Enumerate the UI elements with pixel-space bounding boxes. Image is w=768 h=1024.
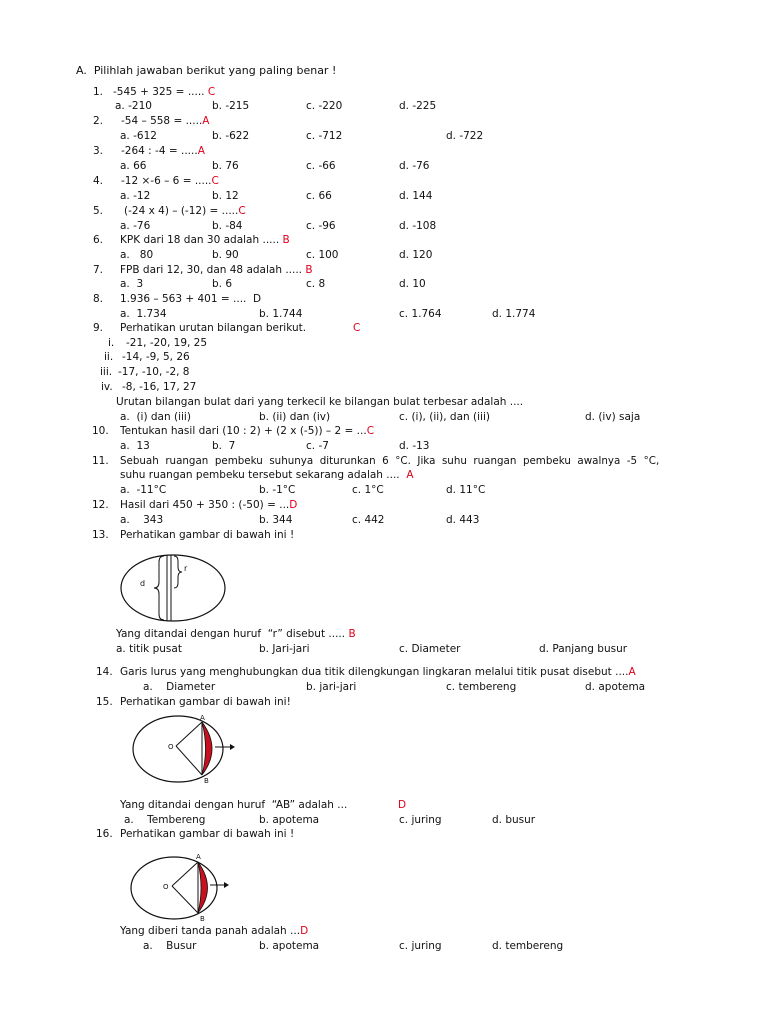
option: c. 1.764 bbox=[399, 308, 442, 320]
option: c. -66 bbox=[306, 160, 336, 172]
radius-brace bbox=[174, 556, 182, 588]
option: c. Diameter bbox=[399, 643, 461, 655]
option: a. -11°C bbox=[120, 484, 167, 496]
question-prompt: Yang diberi tanda panah adalah ...D bbox=[120, 925, 309, 937]
option: b. apotema bbox=[259, 814, 320, 826]
list-marker: iv. bbox=[101, 381, 113, 393]
option: c. 1°C bbox=[352, 484, 384, 496]
question-number: 13. bbox=[92, 529, 109, 541]
list-marker: i. bbox=[108, 337, 115, 349]
answer-key: C bbox=[211, 175, 219, 187]
option: a. Diameter bbox=[143, 681, 216, 693]
option: d. tembereng bbox=[492, 940, 564, 952]
question-prompt: Yang ditandai dengan huruf “r” disebut ..... B bbox=[116, 628, 356, 640]
arrow-head bbox=[224, 882, 229, 888]
option: b. 344 bbox=[259, 514, 293, 526]
question-number: 10. bbox=[92, 425, 109, 437]
option: d. -225 bbox=[399, 100, 437, 112]
option: c. 8 bbox=[306, 278, 326, 290]
question-text: Perhatikan gambar di bawah ini ! bbox=[120, 529, 295, 541]
list-marker: iii. bbox=[100, 366, 113, 378]
question-number: 4. bbox=[93, 175, 104, 187]
option: d. Panjang busur bbox=[539, 643, 628, 655]
label-r: r bbox=[184, 564, 188, 573]
option: c. juring bbox=[399, 940, 442, 952]
label-o: O bbox=[163, 883, 169, 891]
question-number: 1. bbox=[93, 86, 104, 98]
option: b. 12 bbox=[212, 190, 239, 202]
option: d. 1.774 bbox=[492, 308, 536, 320]
option: a. 80 bbox=[120, 249, 154, 261]
question-text: FPB dari 12, 30, dan 48 adalah ..... B bbox=[120, 264, 313, 276]
question-number: 16. bbox=[96, 828, 113, 840]
answer-key: B bbox=[305, 264, 313, 276]
option: a. Busur bbox=[143, 940, 197, 952]
answer-key: B bbox=[348, 628, 356, 640]
option: a. -210 bbox=[115, 100, 152, 112]
answer-key: C bbox=[207, 86, 216, 98]
option: d. 443 bbox=[446, 514, 480, 526]
question-number: 9. bbox=[93, 322, 104, 334]
option: b. -215 bbox=[212, 100, 250, 112]
option: b. -1°C bbox=[259, 484, 296, 496]
option: d. -13 bbox=[399, 440, 430, 452]
option: b. (ii) dan (iv) bbox=[259, 411, 331, 423]
option: a. 343 bbox=[120, 514, 164, 526]
option: a. -612 bbox=[120, 130, 157, 142]
option: b. Jari-jari bbox=[259, 643, 310, 655]
list-item: -17, -10, -2, 8 bbox=[118, 366, 190, 378]
question-number: 5. bbox=[93, 205, 104, 217]
question-text: Hasil dari 450 + 350 : (-50) = ...D bbox=[120, 499, 298, 511]
question-text: Perhatikan gambar di bawah ini ! bbox=[120, 828, 295, 840]
question-number: 7. bbox=[93, 264, 104, 276]
question-number: 14. bbox=[96, 666, 113, 678]
option: d. 120 bbox=[399, 249, 433, 261]
answer-key: A bbox=[406, 469, 414, 481]
option: c. -96 bbox=[306, 220, 336, 232]
list-item: -21, -20, 19, 25 bbox=[126, 337, 208, 349]
label-b: B bbox=[204, 777, 209, 785]
option: d. apotema bbox=[585, 681, 646, 693]
circle-radius-figure bbox=[118, 552, 228, 624]
option: d. 10 bbox=[399, 278, 426, 290]
question-number: 8. bbox=[93, 293, 104, 305]
question-text: Garis lurus yang menghubungkan dua titik dilengkungan lingkaran melalui titik pusat disebut ....A bbox=[120, 666, 636, 678]
question-text: Tentukan hasil dari (10 : 2) + (2 x (-5)) – 2 = ...C bbox=[120, 425, 375, 437]
question-prompt: Yang ditandai dengan huruf “AB” adalah ... bbox=[120, 799, 348, 811]
option: d. busur bbox=[492, 814, 536, 826]
question-text: -264 : -4 = .....A bbox=[121, 145, 205, 157]
option: a. (i) dan (iii) bbox=[120, 411, 191, 423]
radius-oa bbox=[172, 862, 198, 886]
answer-key: C bbox=[353, 322, 361, 334]
question-number: 2. bbox=[93, 115, 104, 127]
question-text: -12 ×-6 – 6 = .....C bbox=[121, 175, 219, 187]
option: d. (iv) saja bbox=[585, 411, 641, 423]
option: a. 1.734 bbox=[120, 308, 167, 320]
option: d. -108 bbox=[399, 220, 437, 232]
option: c. 442 bbox=[352, 514, 385, 526]
option: a. titik pusat bbox=[116, 643, 182, 655]
question-text: -545 + 325 = ..... C bbox=[113, 86, 216, 98]
circle-segment-figure bbox=[128, 852, 248, 924]
option: c. -220 bbox=[306, 100, 343, 112]
label-a: A bbox=[200, 714, 205, 722]
radius-ob bbox=[176, 746, 202, 775]
answer-key: C bbox=[366, 425, 375, 437]
option: a. 66 bbox=[120, 160, 147, 172]
question-text: Perhatikan gambar di bawah ini! bbox=[120, 696, 291, 708]
option: c. (i), (ii), dan (iii) bbox=[399, 411, 490, 423]
answer-key: D bbox=[253, 293, 262, 305]
answer-key: C bbox=[238, 205, 246, 217]
option: a. 13 bbox=[120, 440, 150, 452]
question-prompt: Urutan bilangan bulat dari yang terkecil ke bilangan bulat terbesar adalah .... bbox=[116, 396, 524, 408]
option: c. -7 bbox=[306, 440, 329, 452]
section-heading: A. Pilihlah jawaban berikut yang paling benar ! bbox=[76, 64, 337, 77]
answer-key: A bbox=[202, 115, 210, 127]
option: b. 90 bbox=[212, 249, 239, 261]
option: a. Tembereng bbox=[124, 814, 206, 826]
option: b. 76 bbox=[212, 160, 239, 172]
radius-ob bbox=[172, 886, 198, 913]
list-item: -14, -9, 5, 26 bbox=[122, 351, 190, 363]
option: d. -76 bbox=[399, 160, 430, 172]
answer-key: A bbox=[197, 145, 205, 157]
label-d: d bbox=[140, 579, 146, 588]
label-a: A bbox=[196, 853, 201, 861]
option: b. -622 bbox=[212, 130, 250, 142]
option: b. apotema bbox=[259, 940, 320, 952]
answer-key: D bbox=[300, 925, 309, 937]
question-text: Sebuah ruangan pembeku suhunya diturunkan 6 °C. Jika suhu ruangan pembeku awalnya -5 °C, bbox=[120, 455, 660, 467]
option: c. juring bbox=[399, 814, 442, 826]
question-text: 1.936 – 563 + 401 = .... D bbox=[120, 293, 262, 305]
circle-segment-figure bbox=[130, 713, 250, 785]
question-text: KPK dari 18 dan 30 adalah ..... B bbox=[120, 234, 290, 246]
option: d. -722 bbox=[446, 130, 484, 142]
option: c. -712 bbox=[306, 130, 343, 142]
option: b. 1.744 bbox=[259, 308, 303, 320]
option: d. 11°C bbox=[446, 484, 486, 496]
option: b. 6 bbox=[212, 278, 233, 290]
radius-oa bbox=[176, 722, 202, 746]
answer-key: A bbox=[628, 666, 636, 678]
diameter-brace bbox=[154, 556, 164, 620]
question-number: 15. bbox=[96, 696, 113, 708]
answer-key: B bbox=[282, 234, 290, 246]
segment-fill bbox=[198, 862, 208, 913]
circle-outline bbox=[121, 555, 225, 621]
question-text: -54 – 558 = .....A bbox=[121, 115, 210, 127]
segment-fill bbox=[202, 722, 212, 775]
answer-key: D bbox=[398, 799, 407, 811]
label-b: B bbox=[200, 915, 205, 923]
option: c. tembereng bbox=[446, 681, 517, 693]
option: a. -76 bbox=[120, 220, 151, 232]
option: b. 7 bbox=[212, 440, 236, 452]
question-text: Perhatikan urutan bilangan berikut. bbox=[120, 322, 307, 334]
option: c. 66 bbox=[306, 190, 332, 202]
question-number: 11. bbox=[92, 455, 109, 467]
answer-key: D bbox=[289, 499, 298, 511]
question-number: 12. bbox=[92, 499, 109, 511]
option: d. 144 bbox=[399, 190, 433, 202]
option: b. -84 bbox=[212, 220, 243, 232]
option: a. -12 bbox=[120, 190, 151, 202]
question-text: (-24 x 4) – (-12) = .....C bbox=[124, 205, 246, 217]
option: b. jari-jari bbox=[306, 681, 357, 693]
option: c. 100 bbox=[306, 249, 339, 261]
question-number: 6. bbox=[93, 234, 104, 246]
list-item: -8, -16, 17, 27 bbox=[122, 381, 197, 393]
list-marker: ii. bbox=[104, 351, 114, 363]
question-number: 3. bbox=[93, 145, 104, 157]
question-text-line2: suhu ruangan pembeku tersebut sekarang adalah .... A bbox=[120, 469, 414, 481]
option: a. 3 bbox=[120, 278, 144, 290]
arrow-head bbox=[230, 744, 235, 750]
label-o: O bbox=[168, 743, 174, 751]
